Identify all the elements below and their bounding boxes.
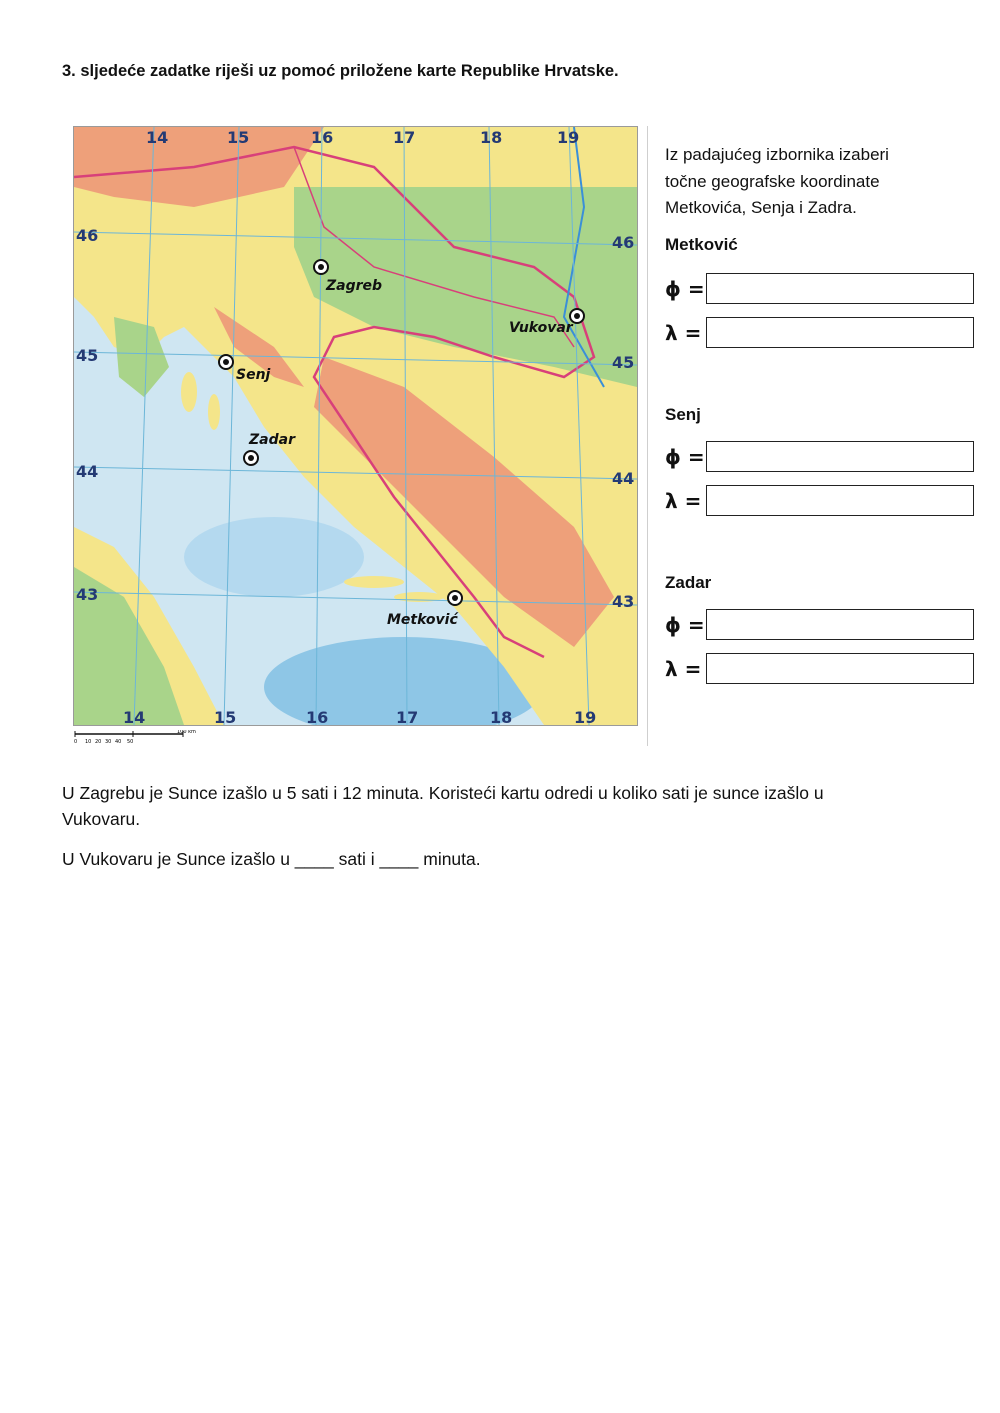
croatia-map xyxy=(73,126,638,726)
longitude-label-bottom: 18 xyxy=(490,708,513,725)
instruction-line: Iz padajućeg izbornika izaberi xyxy=(665,145,889,164)
section-label-zadar: Zadar xyxy=(665,573,712,592)
phi-symbol: ϕ = xyxy=(665,613,705,637)
city-label: Vukovar xyxy=(509,320,573,336)
longitude-label-top: 14 xyxy=(146,128,169,147)
question-paragraph: U Zagrebu je Sunce izašlo u 5 sati i 12 minuta. Koristeći kartu odredi u koliko sati je sunce izašlo u Vukovaru. xyxy=(62,783,824,829)
map-scale-bar xyxy=(73,730,203,744)
longitude-label-bottom: 14 xyxy=(123,708,146,725)
answer-line: U Vukovaru je Sunce izašlo u ____ sati i ____ minuta. xyxy=(62,849,481,869)
lambda-symbol: λ = xyxy=(665,489,702,513)
longitude-dropdown-metkovic[interactable] xyxy=(706,317,974,348)
latitude-label-left: 44 xyxy=(76,462,99,481)
map-svg xyxy=(74,127,637,725)
latitude-dropdown-metkovic[interactable] xyxy=(706,273,974,304)
task-title: 3. sljedeće zadatke riješi uz pomoć priložene karte Republike Hrvatske. xyxy=(62,62,619,80)
longitude-row-metkovic xyxy=(665,317,980,351)
instruction-line: Metkovića, Senja i Zadra. xyxy=(665,198,857,217)
scale-tick: 30 xyxy=(105,739,112,744)
longitude-label-top: 17 xyxy=(393,128,416,147)
latitude-label-left: 43 xyxy=(76,585,99,604)
panel-divider xyxy=(647,126,648,746)
latitude-label-left: 46 xyxy=(76,226,99,245)
longitude-label-bottom: 17 xyxy=(396,708,419,725)
section-label-metkovic: Metković xyxy=(665,235,738,254)
lambda-symbol: λ = xyxy=(665,321,702,345)
latitude-label-left: 45 xyxy=(76,346,99,365)
scale-label: 100 km xyxy=(177,730,196,735)
latitude-row-zadar xyxy=(665,609,980,643)
longitude-dropdown-zadar[interactable] xyxy=(706,653,974,684)
longitude-label-bottom: 16 xyxy=(306,708,329,725)
scale-tick: 10 xyxy=(85,739,92,744)
instruction-text xyxy=(665,142,965,222)
city-label: Zadar xyxy=(249,432,295,448)
longitude-label-top: 18 xyxy=(480,128,503,147)
city-label: Metković xyxy=(387,612,458,628)
lambda-symbol: λ = xyxy=(665,657,702,681)
longitude-row-senj xyxy=(665,485,980,519)
longitude-label-top: 16 xyxy=(311,128,334,147)
island xyxy=(344,576,404,588)
longitude-dropdown-senj[interactable] xyxy=(706,485,974,516)
city-label: Zagreb xyxy=(326,278,383,294)
latitude-row-senj xyxy=(665,441,980,475)
latitude-label-right: 46 xyxy=(612,233,635,252)
latitude-dropdown-senj[interactable] xyxy=(706,441,974,472)
phi-symbol: ϕ = xyxy=(665,277,705,301)
latitude-label-right: 45 xyxy=(612,353,635,372)
longitude-label-top: 19 xyxy=(557,128,580,147)
scale-tick: 40 xyxy=(115,739,122,744)
latitude-row-metkovic xyxy=(665,273,980,307)
longitude-label-bottom: 15 xyxy=(214,708,237,725)
section-label-senj: Senj xyxy=(665,405,701,424)
scale-tick: 50 xyxy=(127,739,134,744)
latitude-dropdown-zadar[interactable] xyxy=(706,609,974,640)
latitude-label-right: 43 xyxy=(612,592,635,611)
longitude-label-bottom: 19 xyxy=(574,708,597,725)
island xyxy=(181,372,197,412)
scale-tick: 0 xyxy=(74,739,78,744)
instruction-line: točne geografske koordinate xyxy=(665,171,880,191)
latitude-label-right: 44 xyxy=(612,469,635,488)
city-label: Senj xyxy=(236,367,271,383)
longitude-label-top: 15 xyxy=(227,128,250,147)
longitude-row-zadar xyxy=(665,653,980,687)
island xyxy=(208,394,220,430)
shallow-sea xyxy=(184,517,364,597)
scale-tick: 20 xyxy=(95,739,102,744)
phi-symbol: ϕ = xyxy=(665,445,705,469)
